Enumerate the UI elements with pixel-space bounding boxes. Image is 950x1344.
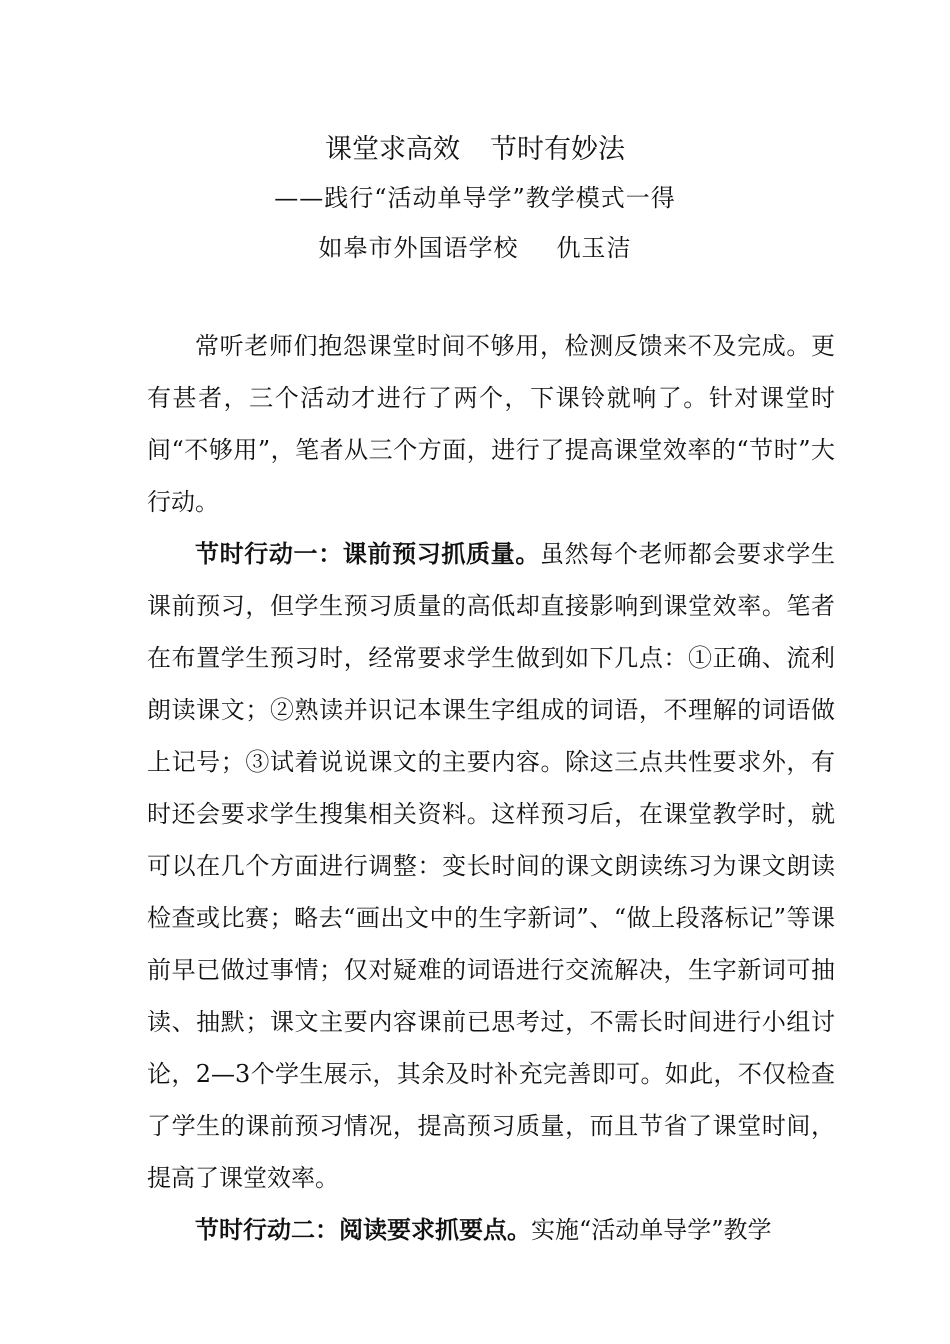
paragraph-intro — [147, 320, 835, 528]
document-title — [0, 128, 950, 172]
title-second: 节时有妙法 — [490, 134, 625, 165]
document-subtitle: ——践行“活动单导学”教学模式一得 — [274, 184, 676, 212]
paragraph-text: 常听老师们抱怨课堂时间不够用，检测反馈来不及完成。更有甚者，三个活动才进行了两个，下课铃就响了。针对课堂时间“不够用”，笔者从三个方面，进行了提高课堂效率的“节时”大行动。 — [147, 332, 835, 516]
document-body — [147, 320, 835, 1256]
paragraph-heading: 节时行动二：阅读要求抓要点。 — [195, 1215, 531, 1244]
paragraph-action-two — [147, 1204, 835, 1256]
author-line — [0, 226, 950, 270]
paragraph-text: 虽然每个老师都会要求学生课前预习，但学生预习质量的高低却直接影响到课堂效率。笔者在布置学生预习时，经常要求学生做到如下几点：①正确、流利朗读课文；②熟读并识记本课生字组成的词语，不理解的词语做上记号；③试着说说课文的主要内容。除这三点共性要求外，有时还会要求学生搜集相关资料。这样预习后，在课堂教学时，就可以在几个方面进行调整：变长时间的课文朗读练习为课文朗读检查或比赛；略去“画出文中的生字新词”、“做上段落标记”等课前早已做过事情；仅对疑难的词语进行交流解决，生字新词可抽读、抽默；课文主要内容课前已思考过，不需长时间进行小组讨论，2—3个学生展示，其余及时补充完善即可。如此，不仅检查了学生的课前预习情况，提高预习质量，而且节省了课堂时间，提高了课堂效率。 — [147, 540, 836, 1192]
title-main: 课堂求高效 — [325, 134, 460, 165]
paragraph-text: 实施“活动单导学”教学 — [531, 1216, 772, 1244]
paragraph-heading: 节时行动一：课前预习抓质量。 — [195, 539, 540, 568]
author-name: 仇玉洁 — [556, 234, 632, 262]
paragraph-action-one — [147, 528, 835, 1204]
author-school: 如皋市外国语学校 — [318, 234, 519, 262]
